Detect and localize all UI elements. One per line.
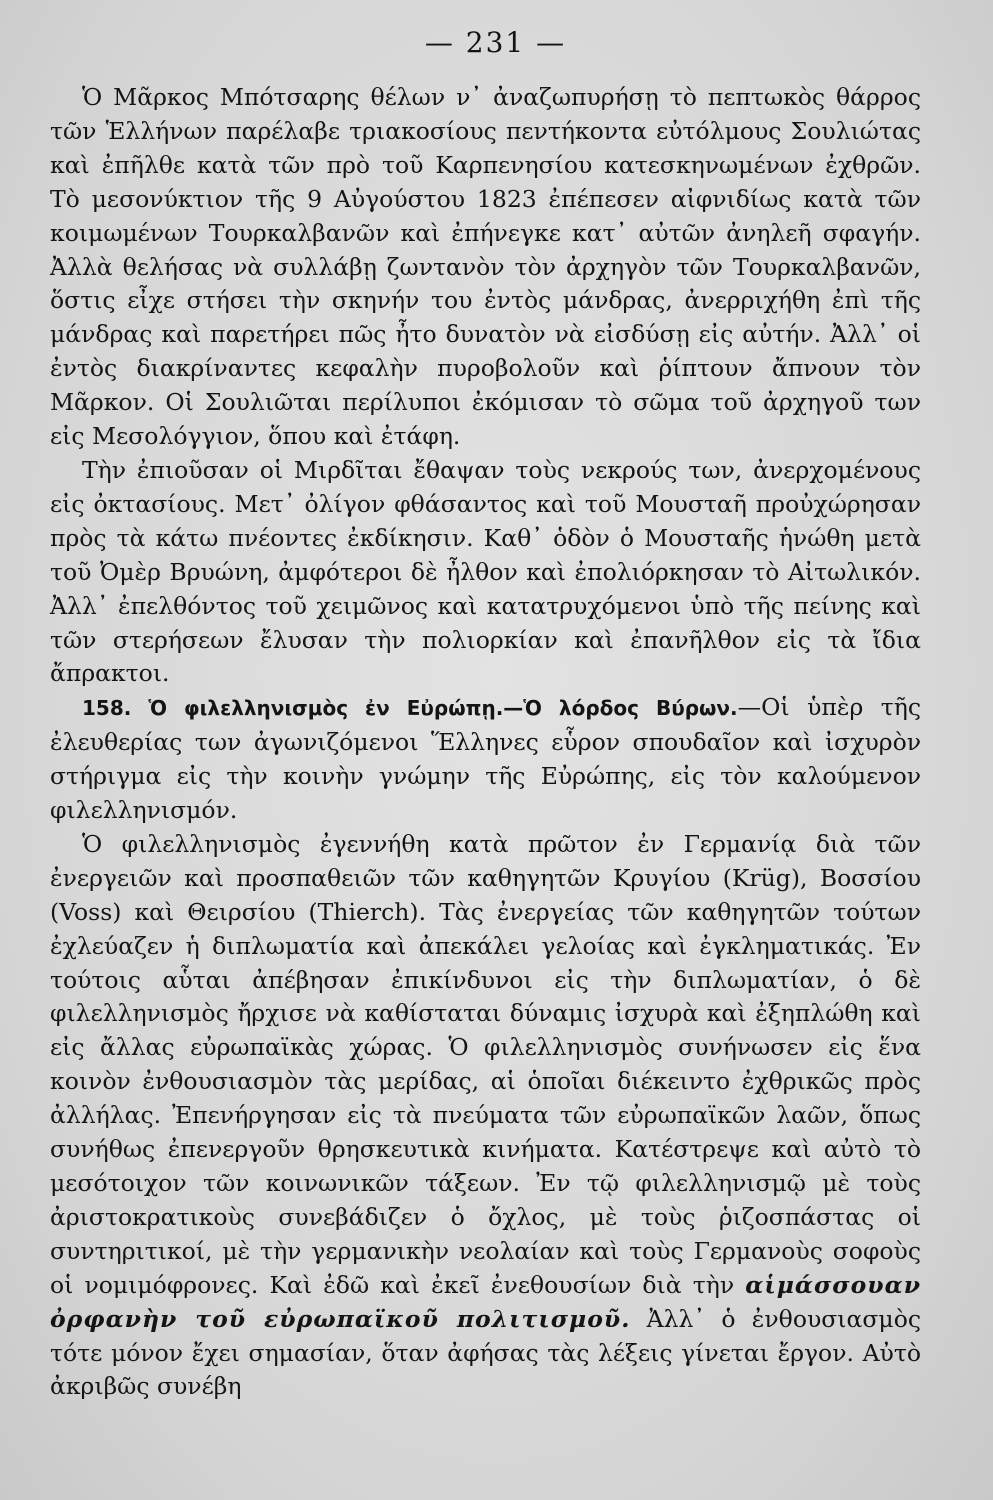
philhellenism-text: Ὁ φιλελληνισμὸς ἐγεννήθη κατὰ πρῶτον ἐν Γερμανίᾳ διὰ τῶν ἐνεργειῶν καὶ προσπαθειῶν τῶν καθηγητῶν Κρυγίου (Krüg), Βοσσίου (Voss) καὶ Θειρσίου (Thierch). Τὰς ἐνεργείας τῶν καθηγητῶν τούτων ἐχλεύαζεν ἡ διπλωματία καὶ ἀπεκάλει γελοίας καὶ ἐγκληματικάς. Ἐν τούτοις αὗται ἀπέβησαν ἐπικίνδυνοι εἰς τὴν διπλωματίαν, ὁ δὲ φιλελληνισμὸς ἤρχισε νὰ καθίσταται δύναμις ἰσχυρὰ καὶ ἐξηπλώθη καὶ εἰς ἄλλας εὐρωπαϊκὰς χώρας. Ὁ φιλελληνισμὸς συνήνωσεν εἰς ἕνα κοινὸν ἐνθουσιασμὸν τὰς μερίδας, αἱ ὁποῖαι διέκειντο ἐχθρικῶς πρὸς ἀλλήλας. Ἐπενήργησαν εἰς τὰ πνεύματα τῶν εὐρωπαϊκῶν λαῶν, ὅπως συνήθως ἐπενεργοῦν θρησκευτικὰ κινήματα. Κατέστρεψε καὶ αὐτὸ τὸ μεσότοιχον τῶν κοινωνικῶν τάξεων. Ἐν τῷ φιλελληνισμῷ μὲ τοὺς ἀριστοκρατικοὺς συνεβάδιζεν ὁ ὄχλος, μὲ τοὺς ῥιζοσπάστας οἱ συντηριτικοί, μὲ τὴν γερμανικὴν νεολαίαν καὶ τοὺς Γερμανοὺς σοφοὺς οἱ νομιμόφρονες. Καὶ ἐδῶ καὶ ἐκεῖ ἐνεθουσίων διὰ τὴν [50, 829, 921, 1299]
emphasized-phrase: αἱμάσσουαν ὀρφανὴν τοῦ εὐρωπαϊκοῦ πολιτισμοῦ. [50, 1270, 921, 1333]
page-number: — 231 — [424, 26, 567, 59]
section-158-paragraph [50, 691, 921, 828]
philhellenism-text-end: Ἀλλ᾿ ὁ ἐνθουσιασμὸς τότε μόνον ἔχει σημασίαν, ὅταν ἀφήσας τὰς λέξεις γίνεται ἔργον. Αὐτὸ ἀκριβῶς συνέβη [50, 1304, 922, 1401]
body-text [50, 81, 921, 1404]
section-intro: —Οἱ ὑπὲρ τῆς ἐλευθερίας των ἀγωνιζόμενοι Ἕλληνες εὗρον σπουδαῖον καὶ ἰσχυρὸν στήριγμα εἰς τὴν κοινὴν γνώμην τῆς Εὐρώπης, εἰς τὸν καλούμενον φιλελληνισμόν. [50, 693, 921, 825]
paragraph-markos-botsaris: Ὁ Μᾶρκος Μπότσαρης θέλων ν᾿ ἀναζωπυρήσῃ τὸ πεπτωκὸς θάρρος τῶν Ἑλλήνων παρέλαβε τριακοσίους πεντήκοντα εὐτόλμους Σουλιώτας καὶ ἐπῆλθε κατὰ τῶν πρὸ τοῦ Καρπενησίου κατεσκηνωμένων ἐχθρῶν. Τὸ μεσονύκτιον τῆς 9 Αὐγούστου 1823 ἐπέπεσεν αἰφνιδίως κατὰ τῶν κοιμωμένων Τουρκαλβανῶν καὶ ἐπήνεγκε κατ᾿ αὐτῶν ἀνηλεῆ σφαγήν. Ἀλλὰ θελήσας νὰ συλλάβῃ ζωντανὸν τὸν ἀρχηγὸν τῶν Τουρκαλβανῶν, ὅστις εἶχε στήσει τὴν σκηνήν του ἐντὸς μάνδρας, ἀνερριχήθη ἐπὶ τῆς μάνδρας καὶ παρετήρει πῶς ἦτο δυνατὸν νὰ εἰσδύσῃ εἰς αὐτήν. Ἀλλ᾿ οἱ ἐντὸς διακρίναντες κεφαλὴν πυροβολοῦν καὶ ῥίπτουν ἄπνουν τὸν Μᾶρκον. Οἱ Σουλιῶται περίλυποι ἐκόμισαν τὸ σῶμα τοῦ ἀρχηγοῦ των εἰς Μεσολόγγιον, ὅπου καὶ ἐτάφη. [50, 83, 921, 451]
section-heading: 158. Ὁ φιλελληνισμὸς ἐν Εὐρώπῃ.—Ὁ λόρδος Βύρων. [82, 696, 738, 721]
paragraph-mirdites: Τὴν ἐπιοῦσαν οἱ Μιρδῖται ἔθαψαν τοὺς νεκρούς των, ἀνερχομένους εἰς ὀκτασίους. Μετ᾿ ὀλίγον φθάσαντος καὶ τοῦ Μουσταῆ προὐχώρησαν πρὸς τὰ κάτω πνέοντες ἐκδίκησιν. Καθ᾿ ὁδὸν ὁ Μουσταῆς ἡνώθη μετὰ τοῦ Ὀμὲρ Βρυώνη, ἀμφότεροι δὲ ἦλθον καὶ ἐπολιόρκησαν τὸ Αἰτωλικόν. Ἀλλ᾿ ἐπελθόντος τοῦ χειμῶνος καὶ κατατρυχόμενοι ὑπὸ τῆς πείνης καὶ τῶν στερήσεων ἔλυσαν τὴν πολιορκίαν καὶ ἐπανῆλθον εἰς τὰ ἴδια ἄπρακτοι. [50, 455, 921, 688]
paragraph-philhellenism [50, 828, 921, 1404]
